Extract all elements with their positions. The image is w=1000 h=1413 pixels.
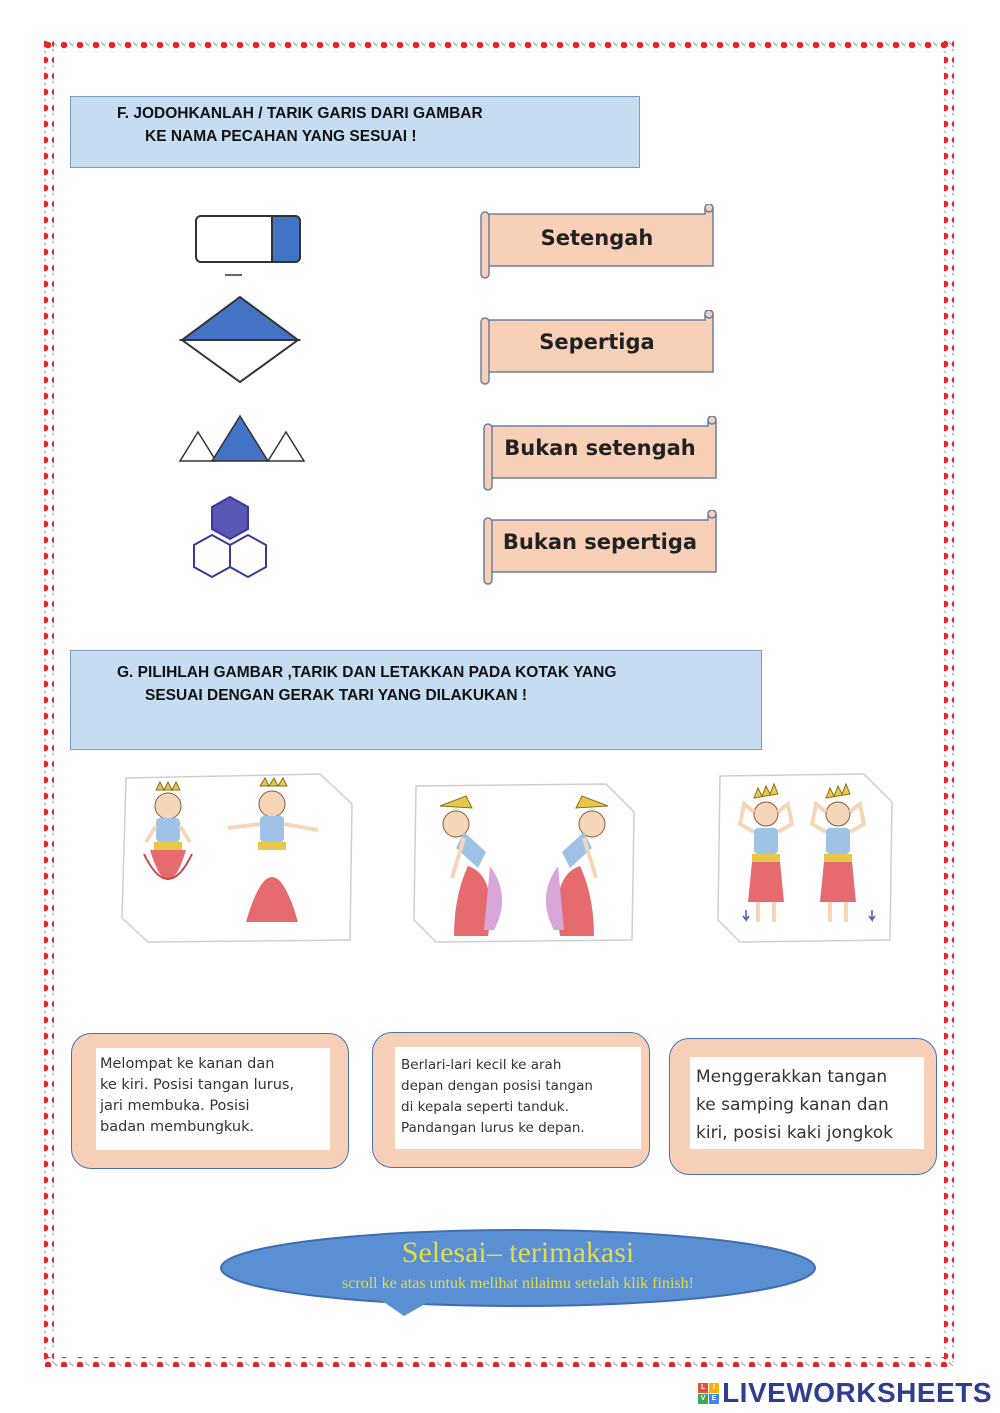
section-g-heading-line2: SESUAI DENGAN GERAK TARI YANG DILAKUKAN ! [145,687,528,704]
option-label-sepertiga: Sepertiga [539,330,655,354]
option-scroll-setengah[interactable] [477,204,717,276]
description-3-text: Menggerakkan tangan ke samping kanan dan kiri, posisi kaki jongkok [696,1067,893,1143]
section-g-heading-line1: G. PILIHLAH GAMBAR ,TARIK DAN LETAKKAN PADA KOTAK YANG [117,664,617,681]
drop-box-description-3[interactable] [669,1038,937,1175]
finish-subtitle: scroll ke atas untuk melihat nilaimu setelah klik finish! [342,1275,694,1292]
section-g-heading [70,650,762,750]
logo-letter-v: V [698,1394,708,1404]
logo-letter-i: I [709,1383,719,1393]
section-f-heading-line2: KE NAMA PECAHAN YANG SESUAI ! [145,128,417,145]
logo-letter-e: E [709,1394,719,1404]
section-f-heading [70,96,640,168]
hexagons-fraction-shape[interactable] [186,494,278,588]
description-2 [395,1047,641,1149]
description-2-text: Berlari-lari kecil ke arah depan dengan posisi tangan di kepala seperti tanduk. Pandangan lurus ke depan. [401,1057,593,1136]
option-scroll-bukan-setengah[interactable] [480,416,720,488]
option-scroll-bukan-sepertiga[interactable] [480,510,720,582]
option-label-bukan-setengah: Bukan setengah [504,436,696,460]
description-3 [690,1057,924,1149]
rhombus-fraction-shape[interactable] [178,292,302,386]
description-1-text: Melompat ke kanan dan ke kiri. Posisi tangan lurus, jari membuka. Posisi badan membungkuk. [100,1056,295,1135]
section-f-heading-line1: F. JODOHKANLAH / TARIK GARIS DARI GAMBAR [117,105,483,122]
drop-box-description-1[interactable] [71,1033,349,1169]
option-label-setengah: Setengah [540,226,654,250]
dance-card-jumping[interactable] [120,772,354,944]
option-scroll-sepertiga[interactable] [477,310,717,382]
rectangle-fraction-shape[interactable] [192,212,304,282]
logo-letter-l: L [698,1383,708,1393]
dance-card-hands-on-head[interactable] [716,772,894,944]
finish-title: Selesai– terimakasi [401,1236,635,1269]
dance-card-bowing[interactable] [412,782,636,944]
drop-box-description-2[interactable] [372,1032,650,1168]
liveworksheets-brand[interactable] [698,1378,992,1408]
option-label-bukan-sepertiga: Bukan sepertiga [502,530,698,554]
triangles-fraction-shape[interactable] [176,412,308,466]
brand-name: LIVEWORKSHEETS [722,1377,992,1408]
liveworksheets-logo-icon [698,1383,719,1404]
description-1 [96,1048,330,1150]
